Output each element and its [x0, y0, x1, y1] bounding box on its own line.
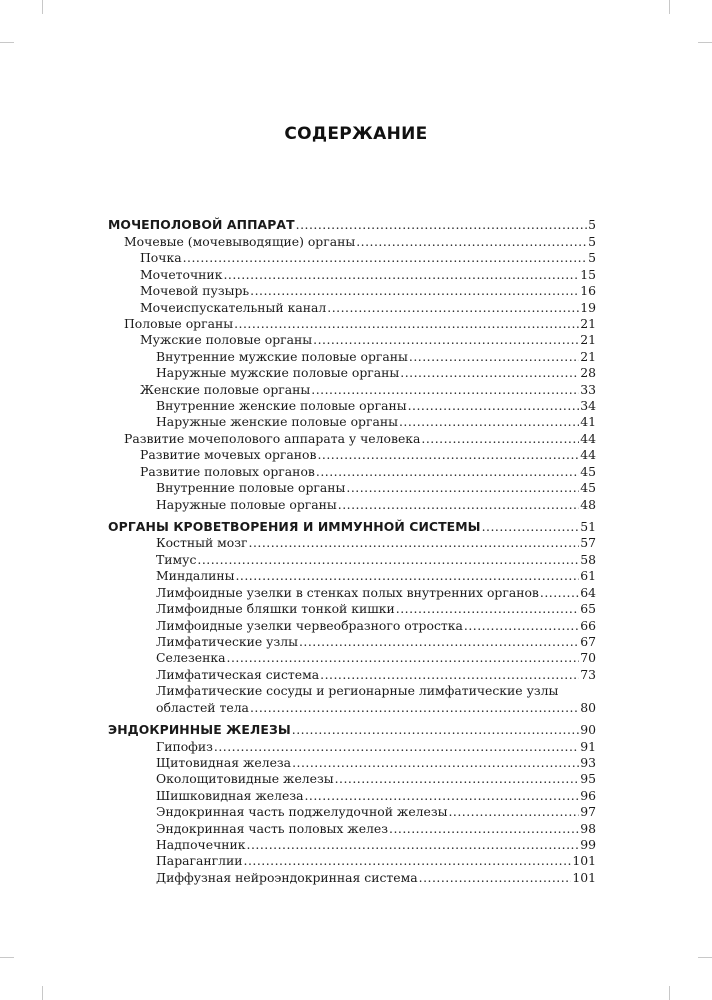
- toc-page-number: 41: [580, 414, 596, 430]
- toc-entry-title: Мочеточник: [140, 266, 223, 282]
- toc-entry[interactable]: [108, 447, 596, 463]
- toc-entry-title: Женские половые органы: [140, 381, 311, 397]
- toc-entry-title: Шишковидная железа: [156, 787, 304, 803]
- toc-entry-title: Диффузная нейроэндокринная система: [156, 869, 418, 885]
- toc-entry[interactable]: [108, 430, 596, 446]
- leader-dots: [408, 398, 580, 414]
- toc-entry-title: Эндокринная часть поджелудочной железы: [156, 804, 448, 820]
- toc-entry-title: Эндокринная часть половых желез: [156, 820, 388, 836]
- leader-dots: [419, 870, 572, 886]
- toc-entry[interactable]: [108, 250, 596, 266]
- toc-entry[interactable]: [108, 283, 596, 299]
- toc-page-number: 58: [580, 551, 596, 567]
- leader-dots: [292, 722, 579, 738]
- toc-entry[interactable]: [108, 683, 596, 699]
- toc-entry-title: Мочеиспускательный канал: [140, 299, 327, 315]
- leader-dots: [296, 217, 587, 233]
- toc-page-number: 95: [580, 771, 596, 787]
- toc-entry[interactable]: [108, 398, 596, 414]
- toc-entry[interactable]: [108, 299, 596, 315]
- page-title: СОДЕРЖАНИЕ: [284, 124, 428, 144]
- leader-dots: [313, 332, 579, 348]
- toc-page-number: 44: [580, 430, 596, 446]
- toc-entry[interactable]: [108, 617, 596, 633]
- toc-page-number: 99: [580, 837, 596, 853]
- toc-page-number: 67: [580, 633, 596, 649]
- toc-entry[interactable]: [108, 332, 596, 348]
- toc-page-number: 44: [580, 447, 596, 463]
- toc-entry-title: Лимфоидные бляшки тонкой кишки: [156, 601, 395, 617]
- toc-page-number: 101: [572, 869, 596, 885]
- toc-entry-title: Тимус: [156, 551, 197, 567]
- leader-dots: [317, 447, 579, 463]
- toc-section[interactable]: [108, 722, 596, 738]
- toc-page-number: 73: [580, 666, 596, 682]
- toc-entry[interactable]: [108, 699, 596, 715]
- toc-entry[interactable]: [108, 601, 596, 617]
- leader-dots: [409, 349, 579, 365]
- leader-dots: [214, 739, 579, 755]
- toc-entry-title: Надпочечник: [156, 837, 246, 853]
- toc-entry-title: ОРГАНЫ КРОВЕТВОРЕНИЯ И ИММУННОЙ СИСТЕМЫ: [108, 519, 481, 535]
- leader-dots: [311, 382, 579, 398]
- leader-dots: [223, 267, 579, 283]
- toc-page-number: 19: [580, 299, 596, 315]
- toc-entry-title: Внутренние мужские половые органы: [156, 348, 408, 364]
- toc-page-number: 15: [580, 266, 596, 282]
- toc-page-number: 61: [580, 568, 596, 584]
- toc-entry-title: Лимфатические сосуды и регионарные лимфатические узлы: [156, 683, 559, 699]
- toc-page-number: 80: [580, 699, 596, 715]
- leader-dots: [464, 618, 579, 634]
- toc-entry-title: Лимфоидные узелки червеобразного отростка: [156, 617, 463, 633]
- toc-entry[interactable]: [108, 771, 596, 787]
- leader-dots: [249, 535, 580, 551]
- toc-entry-title: Лимфатические узлы: [156, 633, 298, 649]
- leader-dots: [183, 250, 588, 266]
- toc-entry-title: Мочевые (мочевыводящие) органы: [124, 233, 356, 249]
- leader-dots: [250, 283, 579, 299]
- toc-page-number: 97: [580, 804, 596, 820]
- toc-entry[interactable]: [108, 266, 596, 282]
- toc-entry[interactable]: [108, 551, 596, 567]
- toc-entry-title: Наружные женские половые органы: [156, 414, 398, 430]
- leader-dots: [304, 788, 579, 804]
- crop-mark: [0, 42, 14, 43]
- crop-mark: [669, 0, 670, 14]
- toc-entry-title: областей тела: [156, 699, 249, 715]
- toc-entry-title: Гипофиз: [156, 738, 213, 754]
- leader-dots: [244, 853, 572, 869]
- leader-dots: [235, 568, 579, 584]
- toc-page-number: 45: [580, 480, 596, 496]
- leader-dots: [356, 234, 587, 250]
- toc-entry[interactable]: [108, 837, 596, 853]
- toc-entry[interactable]: [108, 463, 596, 479]
- crop-mark: [698, 957, 712, 958]
- leader-dots: [327, 300, 579, 316]
- leader-dots: [540, 585, 579, 601]
- leader-dots: [399, 414, 579, 430]
- crop-mark: [698, 42, 712, 43]
- toc-entry[interactable]: [108, 634, 596, 650]
- toc-entry-title: Наружные мужские половые органы: [156, 365, 400, 381]
- toc-entry[interactable]: [108, 381, 596, 397]
- toc-entry-title: Селезенка: [156, 650, 226, 666]
- toc-entry[interactable]: [108, 348, 596, 364]
- toc-page-number: 21: [580, 315, 596, 331]
- toc-entry[interactable]: [108, 804, 596, 820]
- leader-dots: [197, 552, 579, 568]
- toc-page-number: 98: [580, 820, 596, 836]
- leader-dots: [250, 700, 579, 716]
- toc-entry-title: Лимфоидные узелки в стенках полых внутренних органов: [156, 584, 539, 600]
- toc-entry-title: Почка: [140, 250, 182, 266]
- toc-entry[interactable]: [108, 650, 596, 666]
- toc-entry[interactable]: [108, 480, 596, 496]
- toc-page-number: 5: [588, 233, 596, 249]
- toc-entry-title: ЭНДОКРИННЫЕ ЖЕЛЕЗЫ: [108, 722, 291, 738]
- toc-entry-title: Костный мозг: [156, 535, 248, 551]
- leader-dots: [421, 431, 579, 447]
- toc-entry[interactable]: [108, 755, 596, 771]
- toc-page-number: 96: [580, 787, 596, 803]
- leader-dots: [292, 755, 579, 771]
- toc-entry-title: Мужские половые органы: [140, 332, 313, 348]
- toc-page-number: 57: [580, 535, 596, 551]
- toc-entry-title: Развитие половых органов: [140, 463, 315, 479]
- toc-entry[interactable]: [108, 820, 596, 836]
- leader-dots: [335, 771, 580, 787]
- crop-mark: [42, 986, 43, 1000]
- toc-entry-title: Мочевой пузырь: [140, 283, 250, 299]
- leader-dots: [448, 804, 579, 820]
- toc-page-number: 5: [588, 217, 596, 233]
- toc-entry-title: Щитовидная железа: [156, 754, 292, 770]
- toc-entry-title: Развитие мочевых органов: [140, 447, 317, 463]
- toc-page-number: 64: [580, 584, 596, 600]
- crop-mark: [669, 986, 670, 1000]
- toc-entry[interactable]: [108, 787, 596, 803]
- toc-page-number: 91: [580, 738, 596, 754]
- toc-page-number: 65: [580, 601, 596, 617]
- toc-entry[interactable]: [108, 365, 596, 381]
- toc-entry-title: Половые органы: [124, 315, 234, 331]
- toc-entry[interactable]: [108, 233, 596, 249]
- leader-dots: [320, 667, 579, 683]
- toc-entry[interactable]: [108, 316, 596, 332]
- toc-page-number: 34: [580, 398, 596, 414]
- leader-dots: [389, 821, 579, 837]
- toc-section[interactable]: [108, 519, 596, 535]
- toc-entry-title: Развитие мочеполового аппарата у человека: [124, 430, 421, 446]
- toc-entry-title: Миндалины: [156, 568, 235, 584]
- toc-entry-title: МОЧЕПОЛОВОЙ АППАРАТ: [108, 217, 295, 233]
- toc-page-number: 70: [580, 650, 596, 666]
- crop-mark: [0, 957, 14, 958]
- table-of-contents: [108, 217, 596, 886]
- toc-entry[interactable]: [108, 535, 596, 551]
- crop-mark: [42, 0, 43, 14]
- toc-entry-title: Внутренние женские половые органы: [156, 398, 407, 414]
- toc-entry-title: Внутренние половые органы: [156, 480, 346, 496]
- toc-entry-title: Наружные половые органы: [156, 496, 337, 512]
- toc-page-number: 90: [580, 722, 596, 738]
- leader-dots: [227, 650, 580, 666]
- toc-entry[interactable]: [108, 738, 596, 754]
- toc-entry[interactable]: [108, 853, 596, 869]
- toc-entry-title: Лимфатическая система: [156, 666, 320, 682]
- toc-page-number: 66: [580, 617, 596, 633]
- leader-dots: [396, 601, 579, 617]
- toc-page-number: 5: [588, 250, 596, 266]
- toc-page-number: 16: [580, 283, 596, 299]
- toc-entry-title: Параганглии: [156, 853, 243, 869]
- toc-page-number: 28: [580, 365, 596, 381]
- leader-dots: [482, 519, 580, 535]
- leader-dots: [234, 316, 579, 332]
- toc-page-number: 48: [580, 496, 596, 512]
- leader-dots: [400, 365, 579, 381]
- leader-dots: [299, 634, 579, 650]
- toc-page-number: 33: [580, 381, 596, 397]
- toc-entry[interactable]: [108, 666, 596, 682]
- toc-page-number: 21: [580, 332, 596, 348]
- leader-dots: [247, 837, 580, 853]
- toc-entry[interactable]: [108, 414, 596, 430]
- leader-dots: [346, 480, 579, 496]
- toc-entry[interactable]: [108, 496, 596, 512]
- toc-page-number: 21: [580, 348, 596, 364]
- toc-entry[interactable]: [108, 568, 596, 584]
- leader-dots: [316, 464, 579, 480]
- toc-page-number: 93: [580, 754, 596, 770]
- toc-entry[interactable]: [108, 584, 596, 600]
- toc-page-number: 51: [580, 519, 596, 535]
- toc-entry[interactable]: [108, 869, 596, 885]
- toc-entry-title: Околощитовидные железы: [156, 771, 334, 787]
- leader-dots: [338, 497, 579, 513]
- toc-page-number: 45: [580, 463, 596, 479]
- toc-section[interactable]: [108, 217, 596, 233]
- toc-page-number: 101: [572, 853, 596, 869]
